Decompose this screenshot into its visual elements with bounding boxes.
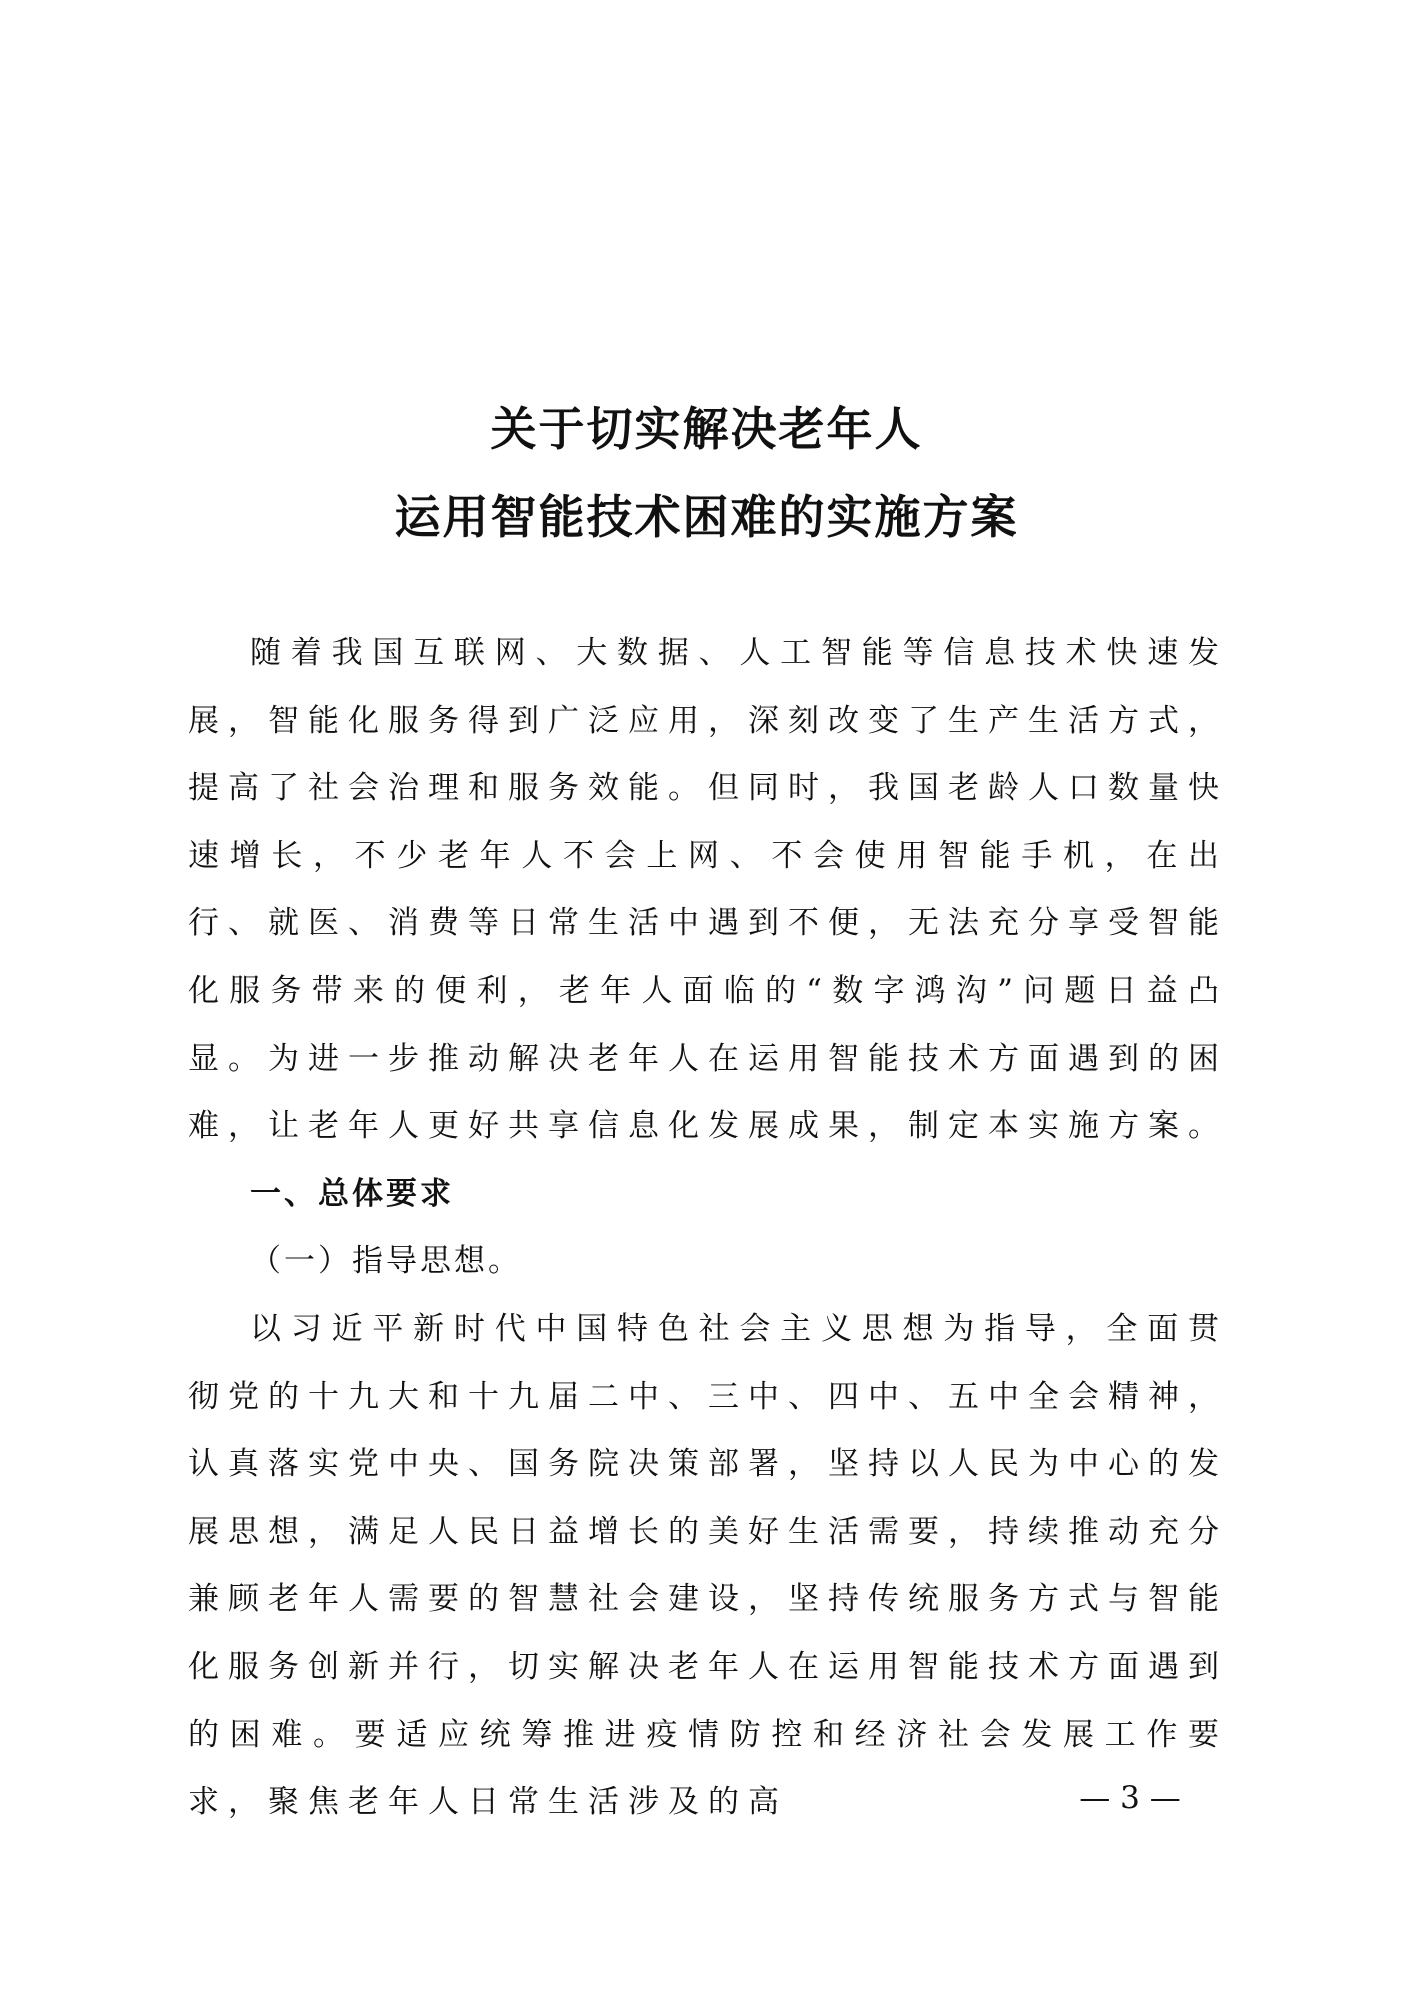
document-title <box>0 385 1413 561</box>
document-body <box>188 620 1228 1837</box>
intro-paragraph: 随着我国互联网、大数据、人工智能等信息技术快速发展，智能化服务得到广泛应用，深刻改变了生产生活方式，提高了社会治理和服务效能。但同时，我国老龄人口数量快速增长，不少老年人不会上网、不会使用智能手机，在出行、就医、消费等日常生活中遇到不便，无法充分享受智能化服务带来的便利，老年人面临的“数字鸿沟”问题日益凸显。为进一步推动解决老年人在运用智能技术方面遇到的困难，让老年人更好共享信息化发展成果，制定本实施方案。 <box>188 635 1228 1145</box>
section-heading: 一、总体要求 <box>250 1175 454 1212</box>
title-line-2: 运用智能技术困难的实施方案 <box>394 490 1019 544</box>
subsection-heading: （一）指导思想。 <box>250 1243 522 1280</box>
title-line-1: 关于切实解决老年人 <box>490 402 923 456</box>
page-number: — 3 — <box>1079 1780 1181 1816</box>
guiding-paragraph: 以习近平新时代中国特色社会主义思想为指导，全面贯彻党的十九大和十九届二中、三中、四中、五中全会精神，认真落实党中央、国务院决策部署，坚持以人民为中心的发展思想，满足人民日益增长的美好生活需要，持续推动充分兼顾老年人需要的智慧社会建设，坚持传统服务方式与智能化服务创新并行，切实解决老年人在运用智能技术方面遇到的困难。要适应统筹推进疫情防控和经济社会发展工作要求，聚焦老年人日常生活涉及的高 <box>188 1310 1228 1821</box>
